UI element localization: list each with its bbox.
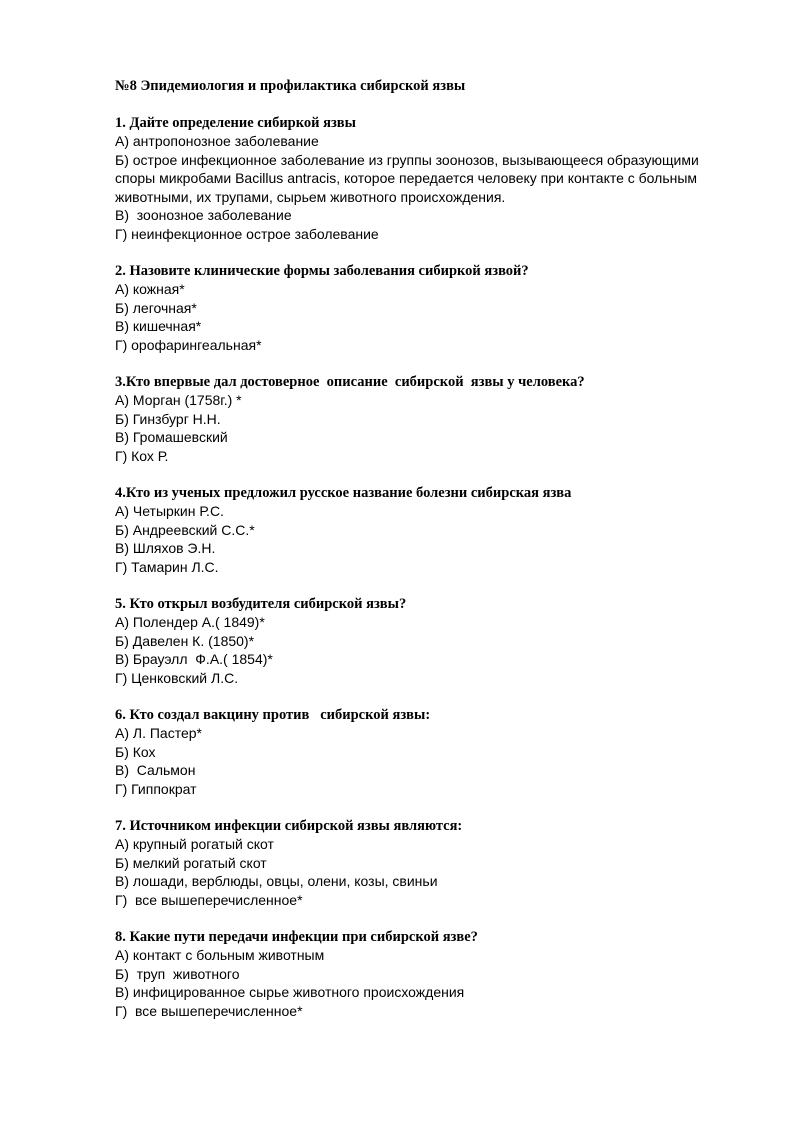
answer-option: Б) мелкий рогатый скот [115,854,267,871]
answer-option: Г) Ценковский Л.С. [115,669,239,686]
answer-option: Г) орофарингеальная* [115,336,262,353]
question-heading: 2. Назовите клинические формы заболевания сибиркой язвой? [115,262,529,279]
question-heading: 1. Дайте определение сибиркой язвы [115,114,356,131]
answer-option: Б) Давелен К. (1850)* [115,632,255,649]
answer-option: Б) Андреевский С.С.* [115,521,255,538]
answer-option: В) Громашевский [115,429,228,445]
question-heading: 4.Кто из ученых предложил русское название болезни сибирская язва [115,484,572,501]
question-heading: 6. Кто создал вакцину против сибирской язвы: [115,706,431,723]
question-3 [115,373,755,466]
answer-option: В) инфицированное сырье животного происхождения [115,984,465,1000]
answer-option: Г) все вышеперечисленное* [115,891,303,908]
answer-option: Б) острое инфекционное заболевание из группы зоонозов, вызывающееся образующими споры микробами Bacillus antracis, которое передается человеку при контакте с больным животными, их трупами, сырьем животного происхождения. [115,151,699,205]
question-8 [115,928,755,1021]
answer-option: Б) труп животного [115,965,240,982]
question-heading: 7. Источником инфекции сибирской язвы являются: [115,817,463,834]
question-1 [115,114,755,244]
question-6 [115,706,755,799]
question-2 [115,262,755,355]
document-page [115,77,755,1039]
answer-option: Б) Кох [115,743,156,760]
answer-option: В) Брауэлл Ф.А.( 1854)* [115,651,273,667]
answer-option: В) лошади, верблюды, овцы, олени, козы, свиньи [115,873,438,889]
answer-option: А) Полендер А.( 1849)* [115,614,265,630]
answer-option: Б) легочная* [115,299,197,316]
answer-option: В) кишечная* [115,318,202,334]
question-5 [115,595,755,688]
answer-option: А) кожная* [115,281,185,297]
answer-option: А) Морган (1758г.) * [115,392,242,408]
answer-option: А) Л. Пастер* [115,725,202,741]
question-4 [115,484,755,577]
answer-option: Г) Кох Р. [115,447,169,464]
answer-option: В) Сальмон [115,762,196,778]
question-7 [115,817,755,910]
answer-option: Г) все вышеперечисленное* [115,1002,303,1019]
answer-option: Г) Гиппократ [115,780,197,797]
answer-option: А) антропонозное заболевание [115,133,319,149]
answer-option: А) Четыркин Р.С. [115,503,224,519]
answer-option: В) зоонозное заболевание [115,207,292,223]
question-heading: 8. Какие пути передачи инфекции при сибирской язве? [115,928,478,945]
answer-option: А) крупный рогатый скот [115,836,274,852]
question-heading: 5. Кто открыл возбудителя сибирской язвы? [115,595,407,612]
document-title: №8 Эпидемиология и профилактика сибирской язвы [115,78,466,94]
answer-option: Г) Тамарин Л.С. [115,558,219,575]
answer-option: А) контакт с больным животным [115,947,325,963]
answer-option: Б) Гинзбург Н.Н. [115,410,221,427]
answer-option: В) Шляхов Э.Н. [115,540,216,556]
answer-option: Г) неинфекционное острое заболевание [115,225,379,242]
question-heading: 3.Кто впервые дал достоверное описание сибирской язвы у человека? [115,373,585,390]
